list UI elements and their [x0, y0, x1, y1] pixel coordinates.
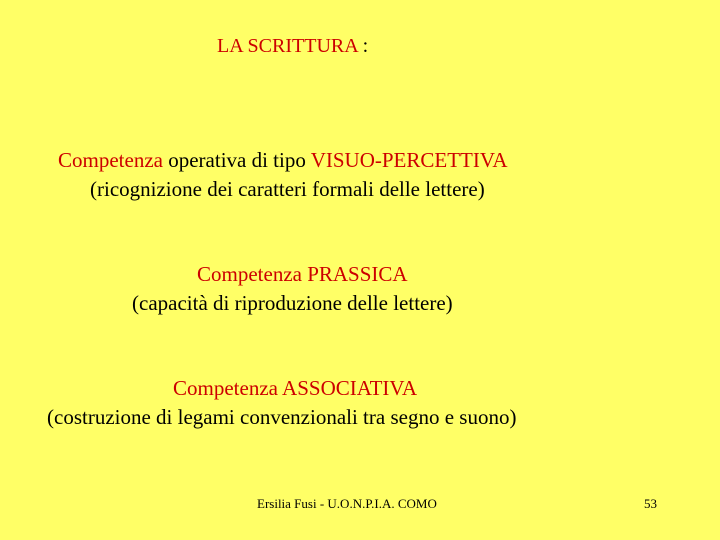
- title-main: LA SCRITTURA: [217, 35, 358, 57]
- footer-author: Ersilia Fusi - U.O.N.P.I.A. COMO: [257, 496, 437, 511]
- slide-title: [217, 35, 368, 58]
- item-2-line-2: (capacità di riproduzione delle lettere): [132, 291, 453, 315]
- item-1-type: VISUO-PERCETTIVA: [310, 148, 508, 172]
- item-1-middle: operativa di tipo: [162, 148, 311, 172]
- page-number: 53: [644, 496, 657, 511]
- item-1-keyword: Competenza: [58, 148, 163, 172]
- item-1-line-1: [58, 148, 508, 173]
- title-colon: :: [357, 35, 369, 57]
- item-1-line-2: (ricognizione dei caratteri formali delle lettere): [90, 177, 485, 201]
- item-3-line-2: (costruzione di legami convenzionali tra segno e suono): [47, 405, 517, 429]
- item-2-line-1: Competenza PRASSICA: [197, 262, 408, 286]
- item-3-line-1: Competenza ASSOCIATIVA: [173, 376, 418, 400]
